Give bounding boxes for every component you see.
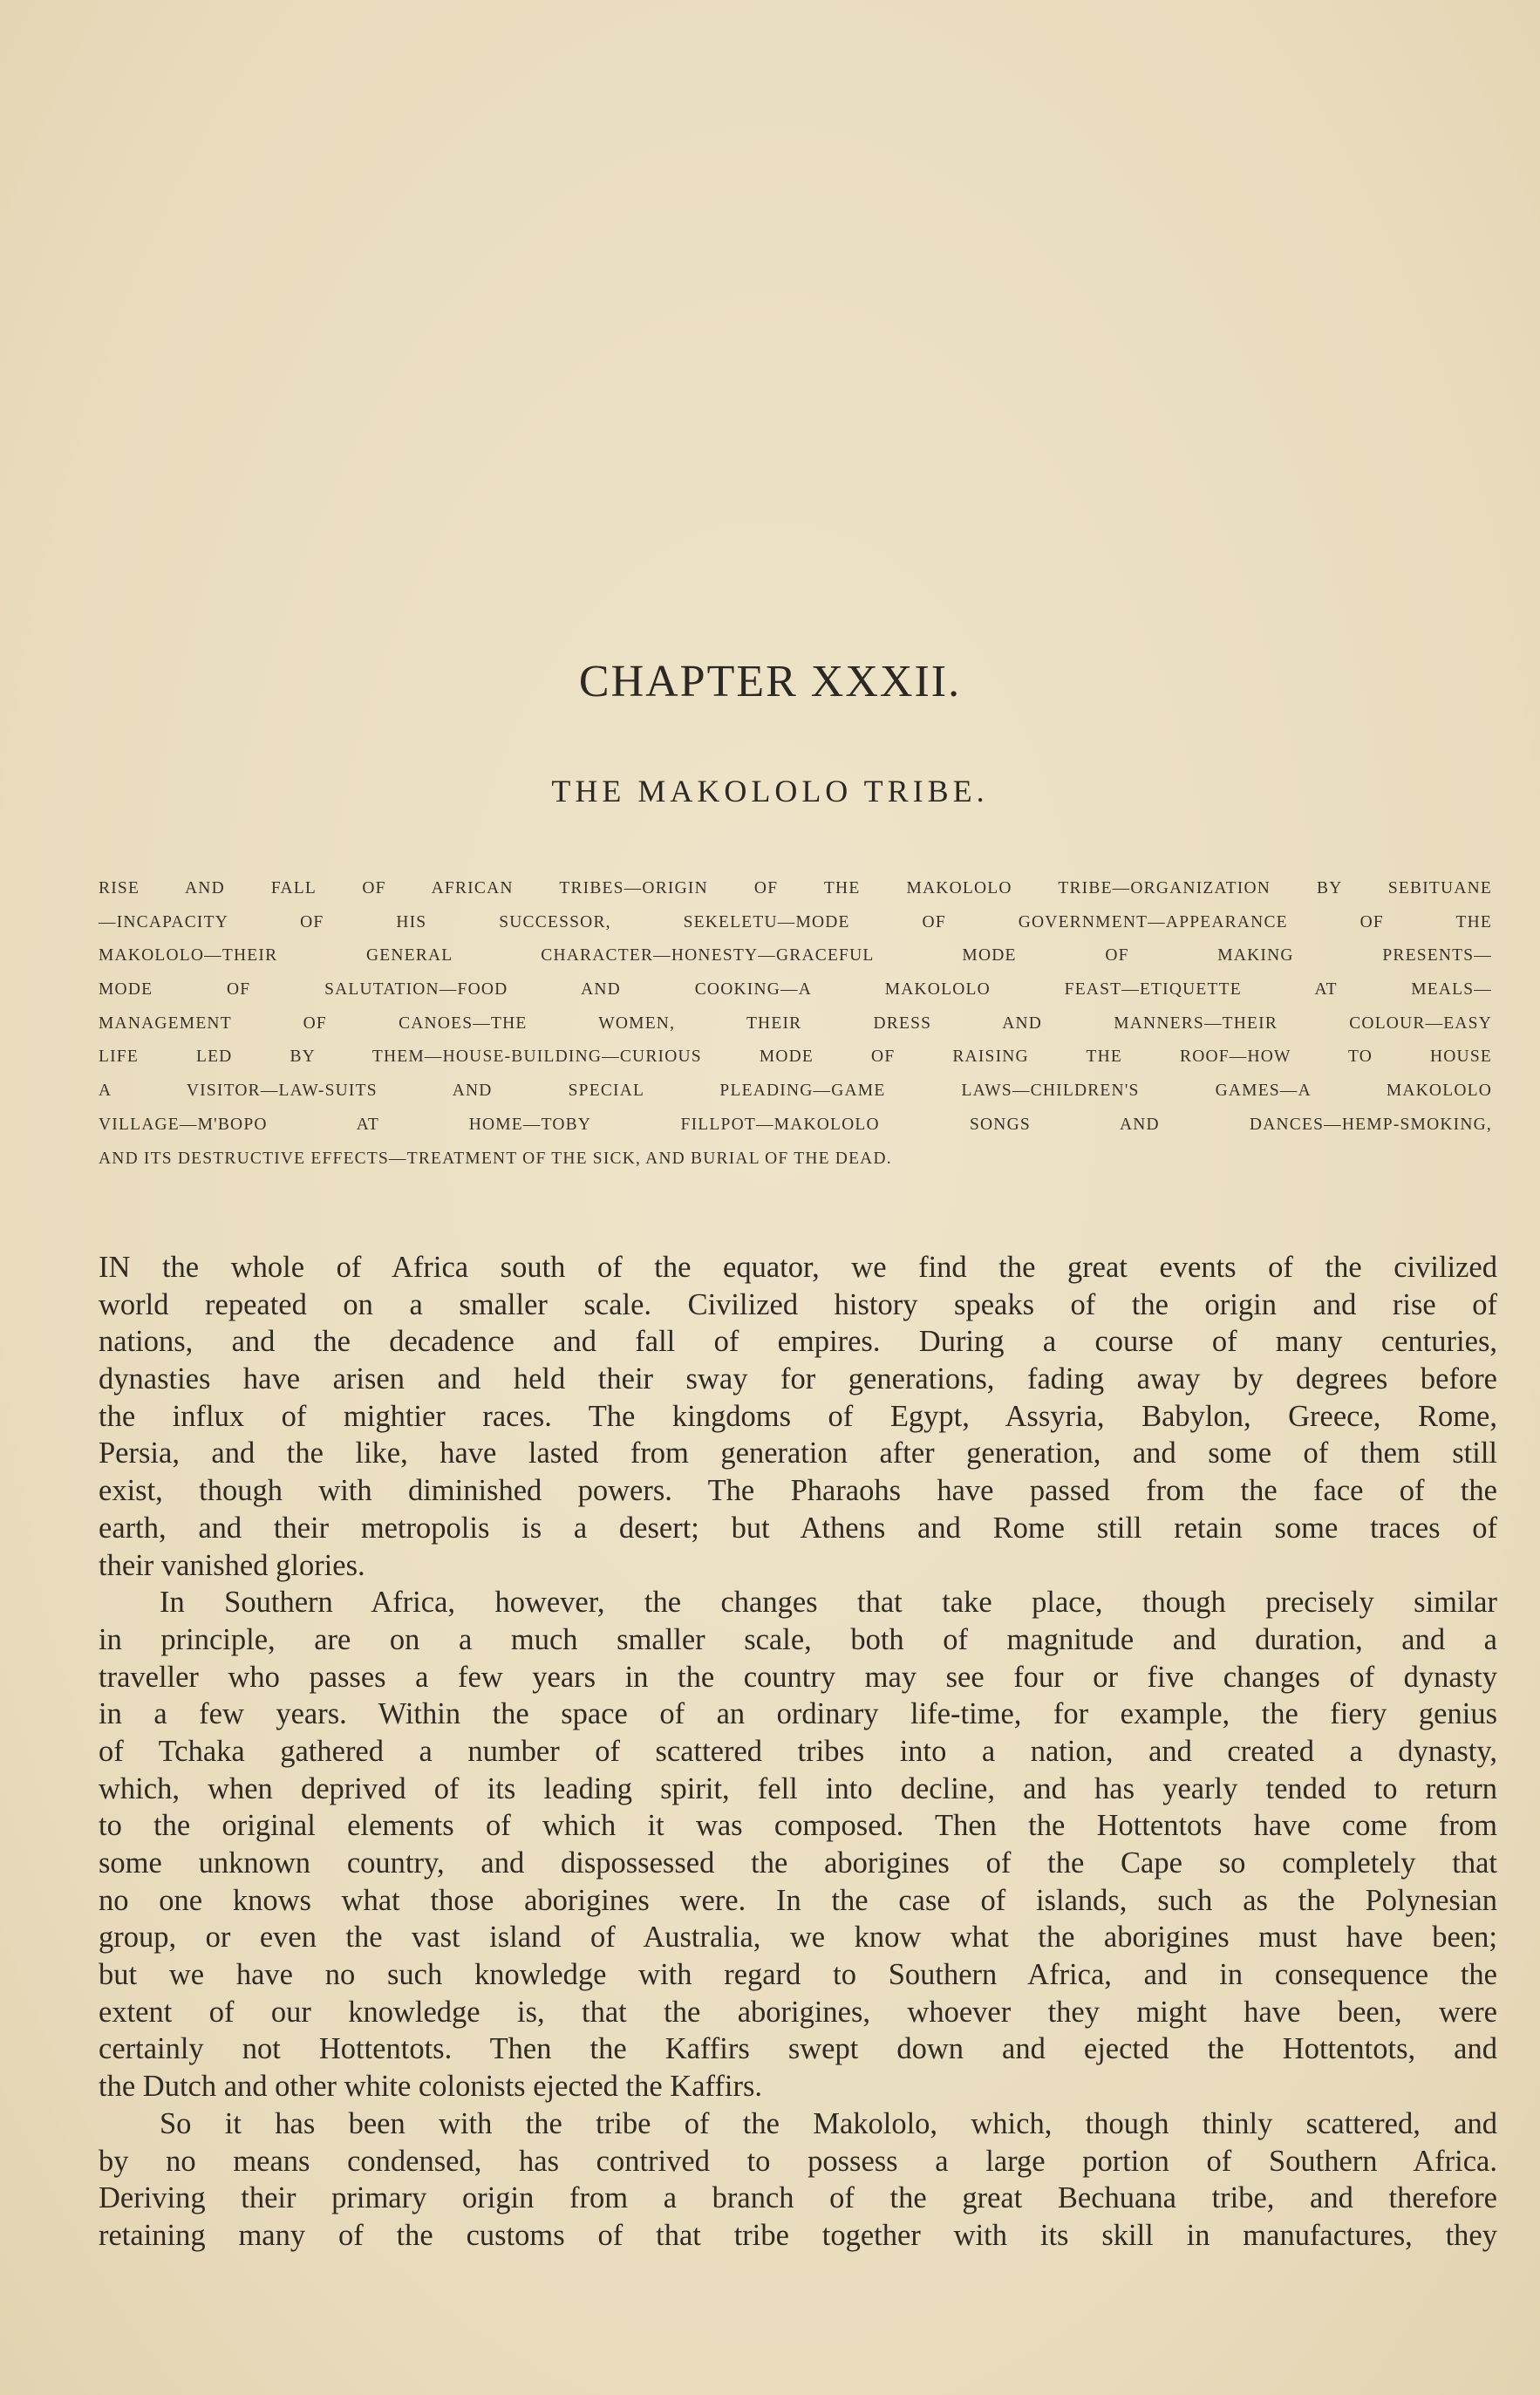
paragraph-line: retaining many of the customs of that tribe together with its skill in manufactures, they <box>99 2218 1497 2252</box>
synopsis-line: —INCAPACITY OF HIS SUCCESSOR, SEKELETU—MODE OF GOVERNMENT—APPEARANCE OF THE <box>99 912 1492 931</box>
synopsis-line: MAKOLOLO—THEIR GENERAL CHARACTER—HONESTY—GRACEFUL MODE OF MAKING PRESENTS— <box>99 946 1492 966</box>
paragraph-line: to the original elements of which it was composed. Then the Hottentots have come from <box>99 1809 1497 1843</box>
synopsis-line: LIFE LED BY THEM—HOUSE-BUILDING—CURIOUS MODE OF RAISING THE ROOF—HOW TO HOUSE <box>99 1047 1492 1067</box>
paragraph-line: certainly not Hottentots. Then the Kaffirs swept down and ejected the Hottentots, and <box>99 2032 1497 2066</box>
paragraph-line: nations, and the decadence and fall of empires. During a course of many centuries, <box>99 1325 1497 1359</box>
synopsis-line: MANAGEMENT OF CANOES—THE WOMEN, THEIR DRESS AND MANNERS—THEIR COLOUR—EASY <box>99 1013 1492 1033</box>
paragraph-line: In Southern Africa, however, the changes that take place, though precisely similar <box>160 1586 1497 1620</box>
paragraph-line: in a few years. Within the space of an ordinary life-time, for example, the fiery genius <box>99 1697 1497 1731</box>
synopsis-line: RISE AND FALL OF AFRICAN TRIBES—ORIGIN OF THE MAKOLOLO TRIBE—ORGANIZATION BY SEBITUANE <box>99 879 1492 897</box>
paragraph-line: extent of our knowledge is, that the aborigines, whoever they might have been, were <box>99 1995 1497 2029</box>
paragraph-line: their vanished glories. <box>99 1548 365 1582</box>
paragraph-line: Deriving their primary origin from a branch of the great Bechuana tribe, and therefore <box>99 2181 1497 2215</box>
paragraph-line: some unknown country, and dispossessed the aborigines of the Cape so completely that <box>99 1846 1497 1880</box>
body-text <box>99 1249 1497 2255</box>
paragraph-line: the influx of mightier races. The kingdoms of Egypt, Assyria, Babylon, Greece, Rome, <box>99 1399 1497 1433</box>
paragraph-line: the Dutch and other white colonists ejected the Kaffirs. <box>99 2070 763 2104</box>
paragraph-line: which, when deprived of its leading spirit, fell into decline, and has yearly tended to return <box>99 1771 1497 1805</box>
paragraph-line: but we have no such knowledge with regard to Southern Africa, and in consequence the <box>99 1958 1497 1992</box>
paragraph-line: IN the whole of Africa south of the equator, we find the great events of the civilized <box>99 1251 1497 1284</box>
paragraph-line: world repeated on a smaller scale. Civilized history speaks of the origin and rise of <box>99 1287 1497 1321</box>
paragraph-line: So it has been with the tribe of the Makololo, which, though thinly scattered, and <box>160 2106 1497 2140</box>
paragraph-line: Persia, and the like, have lasted from generation after generation, and some of them still <box>99 1436 1497 1470</box>
chapter-title: CHAPTER XXXII. <box>578 657 962 706</box>
paragraph-line: traveller who passes a few years in the country may see four or five changes of dynasty <box>99 1660 1497 1694</box>
synopsis-line: AND ITS DESTRUCTIVE EFFECTS—TREATMENT OF THE SICK, AND BURIAL OF THE DEAD. <box>99 1149 892 1168</box>
paragraph-line: by no means condensed, has contrived to possess a large portion of Southern Africa. <box>99 2144 1497 2178</box>
chapter-synopsis <box>99 872 1492 1176</box>
synopsis-line: A VISITOR—LAW-SUITS AND SPECIAL PLEADING—GAME LAWS—CHILDREN'S GAMES—A MAKOLOLO <box>99 1082 1492 1101</box>
synopsis-line: MODE OF SALUTATION—FOOD AND COOKING—A MAKOLOLO FEAST—ETIQUETTE AT MEALS— <box>99 980 1492 1000</box>
paragraph-line: dynasties have arisen and held their sway for generations, fading away by degrees before <box>99 1362 1497 1396</box>
chapter-subtitle: THE MAKOLOLO TRIBE. <box>551 774 989 809</box>
paragraph-line: no one knows what those aborigines were. In the case of islands, such as the Polynesian <box>99 1883 1497 1917</box>
paragraph-line: of Tchaka gathered a number of scattered tribes into a nation, and created a dynasty, <box>99 1734 1497 1768</box>
paragraph-line: exist, though with diminished powers. The Pharaohs have passed from the face of the <box>99 1474 1497 1508</box>
synopsis-line: VILLAGE—M'BOPO AT HOME—TOBY FILLPOT—MAKOLOLO SONGS AND DANCES—HEMP-SMOKING, <box>99 1115 1492 1134</box>
paragraph-line: in principle, are on a much smaller scale, both of magnitude and duration, and a <box>99 1622 1497 1656</box>
paragraph-line: group, or even the vast island of Australia, we know what the aborigines must have been; <box>99 1921 1497 1955</box>
paragraph-line: earth, and their metropolis is a desert; but Athens and Rome still retain some traces of <box>99 1511 1497 1545</box>
